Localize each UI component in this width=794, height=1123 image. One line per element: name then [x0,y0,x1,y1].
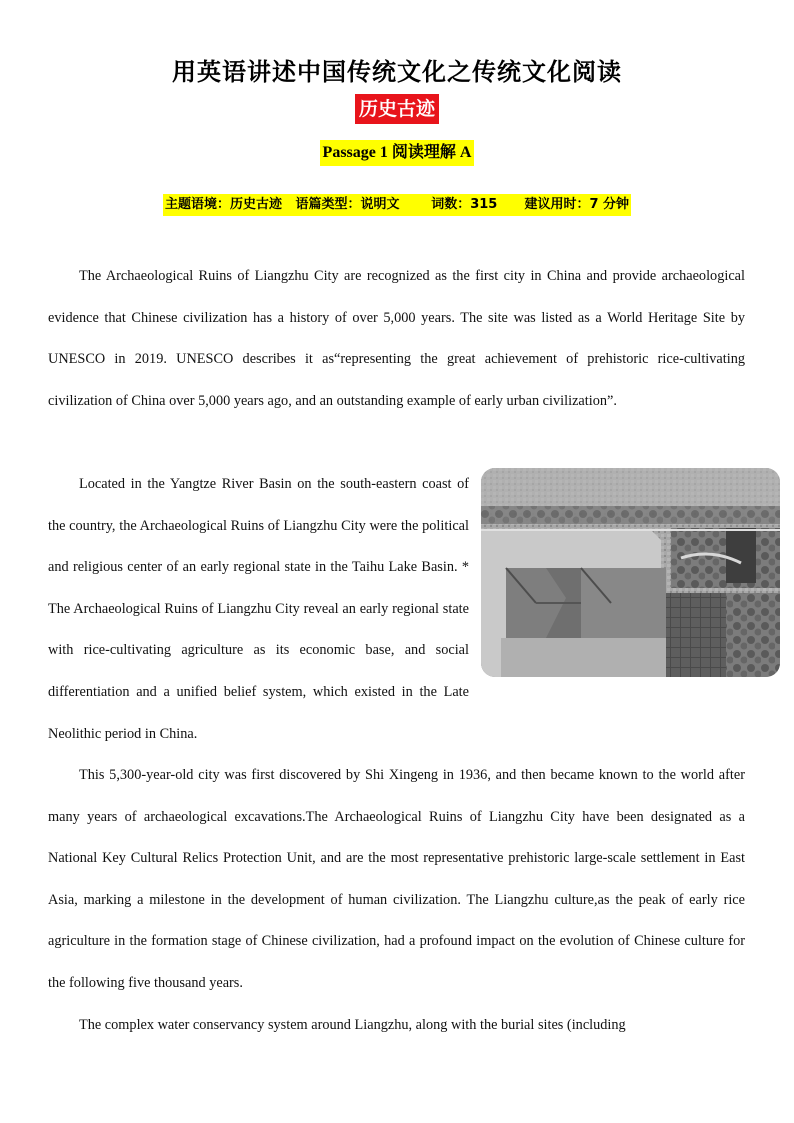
passage-row [0,140,794,166]
subtitle-badge: 历史古迹 [355,94,439,124]
paragraph-2: Located in the Yangtze River Basin on the south-eastern coast of the country, the Archaeological Ruins of Liangzhu City were the political and religious center of an early regional state in the Taihu Lake Basin. * The Archaeological Ruins of Liangzhu City reveal an early regional state with rice-cultivating agriculture as its economic base, and social differentiation and a unified belief system, which existed in the Late Neolithic period in China. [48,476,469,742]
page-title: 用英语讲述中国传统文化之传统文化阅读 [172,57,622,86]
paragraph-4: The complex water conservancy system around Liangzhu, along with the burial sites (including [79,1017,626,1033]
paragraph-3: This 5,300-year-old city was first discovered by Shi Xingeng in 1936, and then became known to the world after many years of archaeological excavations.The Archaeological Ruins of Liangzhu City have been designated as a National Key Cultural Relics Protection Unit, and are the most representative prehistoric large-scale settlement in East Asia, marking a milestone in the development of human civilization. The Liangzhu culture,as the peak of early rice agriculture in the formation stage of Chinese civilization, had a profound impact on the evolution of Chinese culture for the following five thousand years. [48,767,745,991]
passage-label: Passage 1 阅读理解 A [320,140,475,166]
paragraph-1: The Archaeological Ruins of Liangzhu City are recognized as the first city in China and provide archaeological evidence that Chinese civilization has a history of over 5,000 years. The site was listed as a World Heritage Site by UNESCO in 2019. UNESCO describes it as“representing the great achievement of prehistoric rice-cultivating civilization of China over 5,000 years ago, and an outstanding example of early urban civilization”. [48,268,745,409]
meta-info: 主题语境：历史古迹 语篇类型：说明文 词数：315 建议用时：7 分钟 [163,194,631,216]
aerial-photo-image [481,468,780,677]
meta-row [0,194,794,216]
subtitle-row [0,94,794,124]
